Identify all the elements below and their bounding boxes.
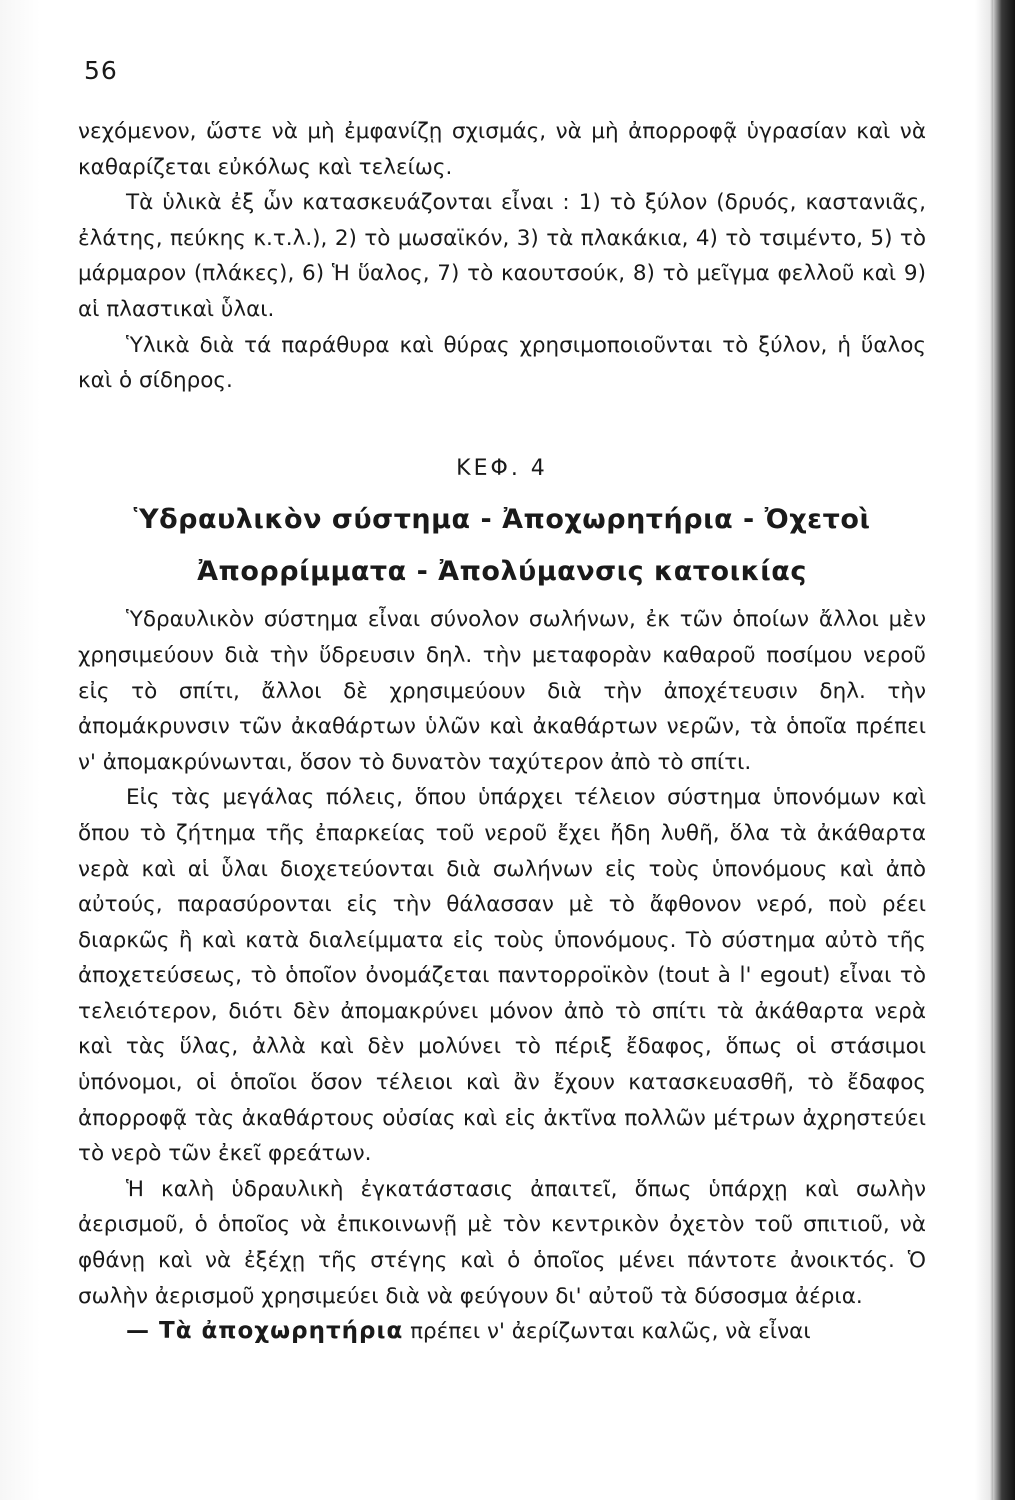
chapter-title-line-2: Ἀπορρίμματα - Ἀπολύμανσις κατοικίας: [197, 556, 807, 588]
paragraph: Ὑλικὰ διὰ τά παράθυρα καὶ θύρας χρησιμοποιοῦνται τὸ ξύλον, ἡ ὕαλος καὶ ὁ σίδηρος.: [78, 332, 926, 394]
chapter-label: ΚΕΦ. 4: [456, 455, 548, 481]
paragraph: Τὰ ὑλικὰ ἐξ ὧν κατασκευάζονται εἶναι : 1) τὸ ξύλον (δρυός, καστανιᾶς, ἐλάτης, πεύκης κ.τ.λ.), 2) τὸ μωσαϊκόν, 3) τὰ πλακάκια, 4) τὸ τσιμέντο, 5) τὸ μάρμαρον (πλάκες), 6) Ἡ ὕαλος, 7) τὸ καουτσούκ, 8) τὸ μεῖγμα φελλοῦ καὶ 9) αἱ πλαστικαὶ ὗλαι.: [78, 190, 926, 322]
book-binding-edge: [993, 0, 1015, 1500]
page-body: [78, 114, 926, 1350]
paragraph: Εἰς τὰς μεγάλας πόλεις, ὅπου ὑπάρχει τέλειον σύστημα ὑπονόμων καὶ ὅπου τὸ ζήτημα τῆς ἐπαρκείας τοῦ νεροῦ ἔχει ἤδη λυθῆ, ὅλα τὰ ἀκάθαρτα νερὰ καὶ αἱ ὗλαι διοχετεύονται διὰ σωλήνων εἰς τοὺς ὑπονόμους καὶ ἀπὸ αὐτούς, παρασύρονται εἰς τὴν θάλασσαν μὲ τὸ ἄφθονον νερό, ποὺ ρέει διαρκῶς ἢ καὶ κατὰ διαλείμματα εἰς τοὺς ὑπονόμους. Τὸ σύστημα αὐτὸ τῆς ἀποχετεύσεως, τὸ ὁποῖον ὀνομάζεται παντορροϊκὸν (tout à l' egout) εἶναι τὸ τελειότερον, διότι δὲν ἀπομακρύνει μόνον ἀπὸ τὸ σπίτι τὰ ἀκάθαρτα νερὰ καὶ τὰς ὕλας, ἀλλὰ καὶ δὲν μολύνει τὸ πέριξ ἔδαφος, ὅπως οἱ στάσιμοι ὑπόνομοι, οἱ ὁποῖοι ὅσον τέλειοι καὶ ἂν ἔχουν κατασκευασθῆ, τὸ ἔδαφος ἀπορροφᾷ τὰς ἀκαθάρτους οὐσίας καὶ εἰς ἀκτῖνα πολλῶν μέτρων ἀχρηστεύει τὸ νερὸ τῶν ἐκεῖ φρεάτων.: [78, 785, 926, 1167]
emphasized-lead: — Τὰ ἀποχωρητήρια: [126, 1318, 404, 1345]
paragraph-last: [78, 1314, 926, 1350]
paragraph: νεχόμενον, ὥστε νὰ μὴ ἐμφανίζῃ σχισμάς, νὰ μὴ ἀπορροφᾷ ὑγρασίαν καὶ νὰ καθαρίζεται εὐκόλως καὶ τελείως.: [78, 119, 926, 180]
page-number: 56: [84, 56, 118, 85]
chapter-title-line-1: Ὑδραυλικὸν σύστημα - Ἀποχωρητήρια - Ὀχετοὶ: [133, 504, 871, 536]
paragraph: Ἡ καλὴ ὑδραυλικὴ ἐγκατάστασις ἀπαιτεῖ, ὅπως ὑπάρχῃ καὶ σωλὴν ἀερισμοῦ, ὁ ὁποῖος νὰ ἐπικοινωνῇ μὲ τὸν κεντρικὸν ὀχετὸν τοῦ σπιτιοῦ, νὰ φθάνῃ καὶ νὰ ἐξέχῃ τῆς στέγης καὶ ὁ ὁποῖος μένει πάντοτε ἀνοικτός. Ὁ σωλὴν ἀερισμοῦ χρησιμεύει διὰ νὰ φεύγουν δι' αὐτοῦ τὰ δύσοσμα ἀέρια.: [78, 1176, 926, 1309]
paragraph: Ὑδραυλικὸν σύστημα εἶναι σύνολον σωλήνων, ἐκ τῶν ὁποίων ἄλλοι μὲν χρησιμεύουν διὰ τὴν ὕδρευσιν δηλ. τὴν μεταφορὰν καθαροῦ ποσίμου νεροῦ εἰς τὸ σπίτι, ἄλλοι δὲ χρησιμεύουν διὰ τὴν ἀποχέτευσιν δηλ. τὴν ἀπομάκρυνσιν τῶν ἀκαθάρτων ὑλῶν καὶ ἀκαθάρτων νερῶν, τὰ ὁποῖα πρέπει ν' ἀπομακρύνωνται, ὅσον τὸ δυνατὸν ταχύτερον ἀπὸ τὸ σπίτι.: [78, 607, 926, 775]
paragraph-continuation: πρέπει ν' ἀερίζωνται καλῶς, νὰ εἶναι: [410, 1319, 811, 1345]
chapter-heading: [78, 498, 926, 594]
